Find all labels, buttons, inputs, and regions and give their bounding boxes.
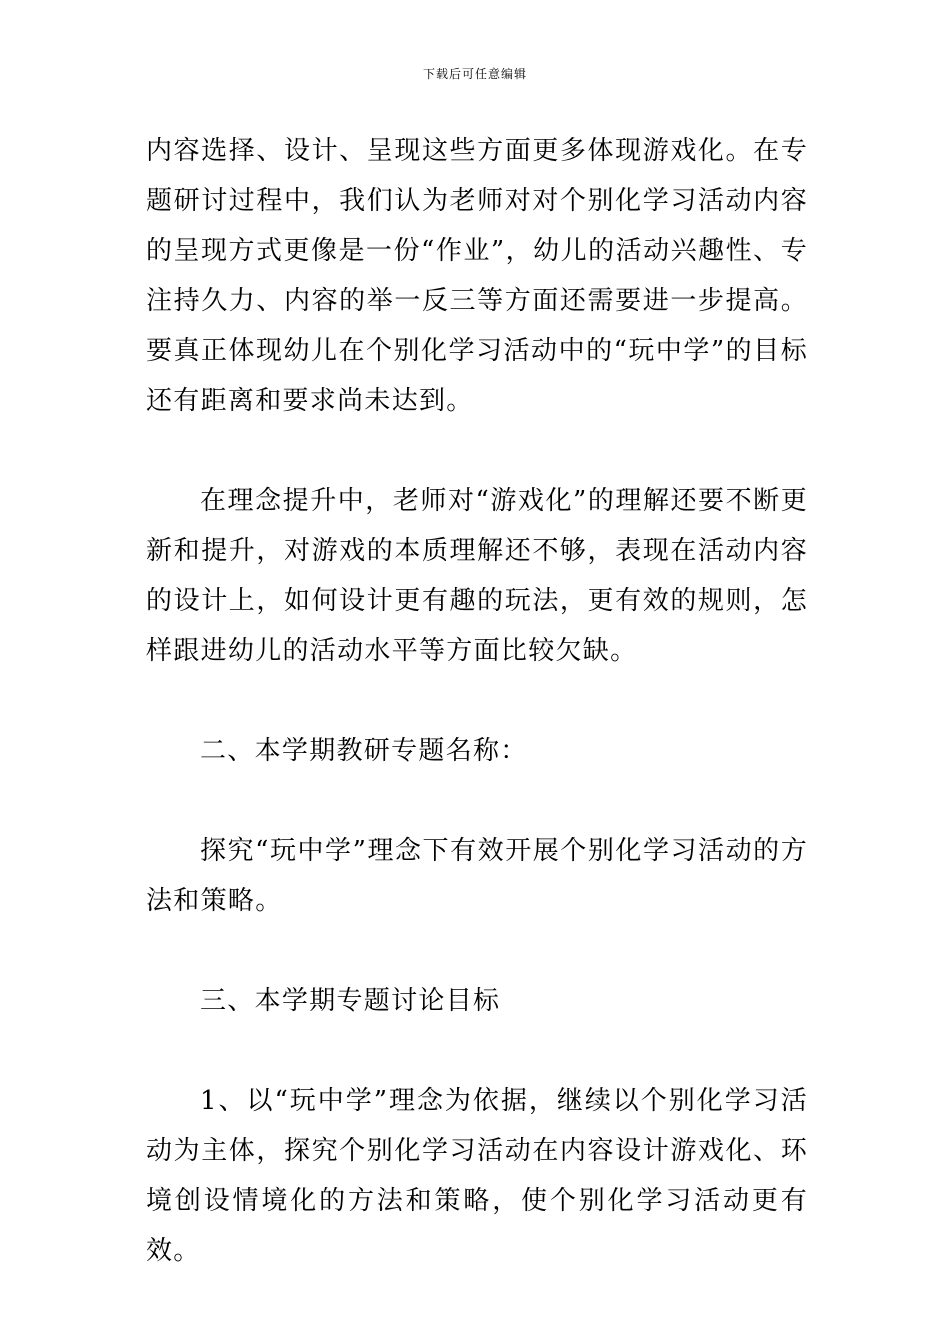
section-heading-topic-name: 二、本学期教研专题名称： — [200, 736, 528, 766]
paragraph-topic-name: 探究“玩中学”理念下有效开展个别化学习活动的方法和策略。 — [146, 836, 808, 916]
paragraph-concept-improvement: 在理念提升中，老师对“游戏化”的理解还要不断更新和提升，对游戏的本质理解还不够，表现在活动内容的设计上，如何设计更有趣的玩法，更有效的规则，怎样跟进幼儿的活动水平等方面比较欠缺。 — [146, 486, 808, 666]
section-heading-goals: 三、本学期专题讨论目标 — [200, 986, 501, 1016]
paragraph-goal-1: 1、以“玩中学”理念为依据，继续以个别化学习活动为主体，探究个别化学习活动在内容设计游戏化、环境创设情境化的方法和策略，使个别化学习活动更有效。 — [146, 1086, 808, 1266]
page-header: 下载后可任意编辑 — [422, 67, 527, 81]
paragraph-intro-continuation: 内容选择、设计、呈现这些方面更多体现游戏化。在专题研讨过程中，我们认为老师对对个别化学习活动内容的呈现方式更像是一份“作业”，幼儿的活动兴趣性、专注持久力、内容的举一反三等方面还需要进一步提高。要真正体现幼儿在个别化学习活动中的“玩中学”的目标还有距离和要求尚未达到。 — [146, 136, 808, 416]
document-body — [146, 126, 808, 1276]
